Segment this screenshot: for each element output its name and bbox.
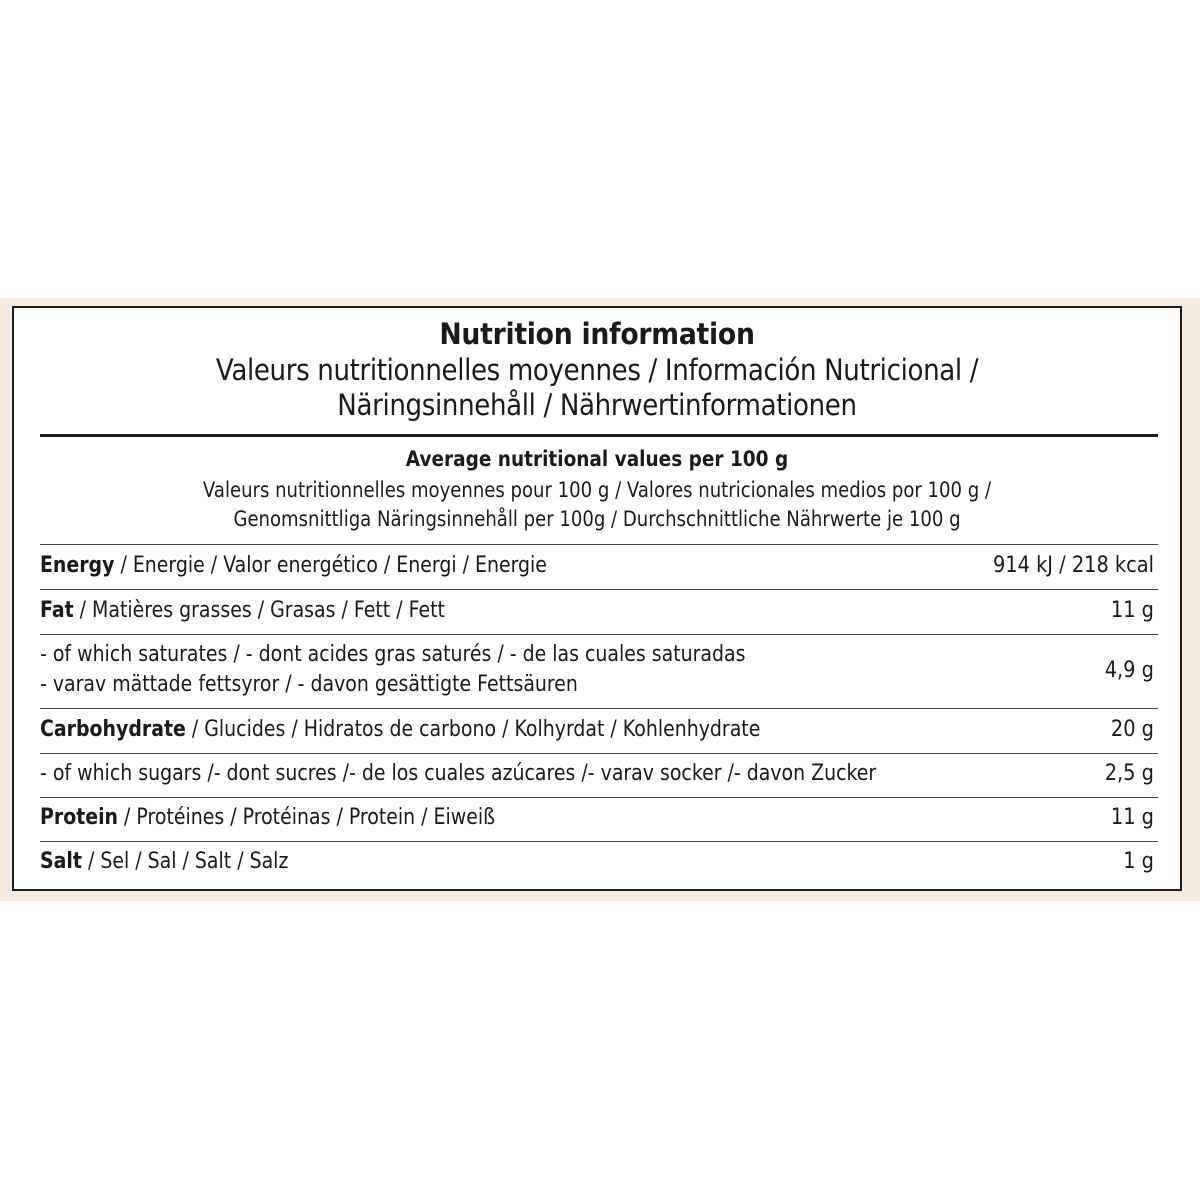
row-divider	[40, 797, 1158, 798]
row-divider	[40, 634, 1158, 635]
table-title-translations-1: Valeurs nutritionnelles moyennes / Información Nutricional /	[215, 353, 979, 387]
carbohydrate-value: 20 g	[1110, 717, 1154, 742]
fat-value: 11 g	[1110, 598, 1154, 623]
nutrition-table	[12, 306, 1182, 891]
table-title: Nutrition information	[439, 317, 755, 351]
per-100g-translations-2: Genomsnittliga Näringsinnehåll per 100g / Durchschnittliche Nährwerte je 100 g	[233, 507, 961, 531]
salt-value: 1 g	[1123, 849, 1154, 874]
fat-label: Fat / Matières grasses / Grasas / Fett / Fett	[40, 598, 445, 623]
protein-value: 11 g	[1110, 805, 1154, 830]
saturates-label-line1: - of which saturates / - dont acides gras saturés / - de las cuales saturadas	[40, 642, 746, 667]
table-header	[14, 308, 1180, 436]
table-title-translations-2: Näringsinnehåll / Nährwertinformationen	[337, 388, 857, 422]
saturates-value: 4,9 g	[1104, 658, 1154, 683]
energy-label: Energy / Energie / Valor energético / Energi / Energie	[40, 553, 547, 578]
carbohydrate-label: Carbohydrate / Glucides / Hidratos de carbono / Kolhyrdat / Kohlenhydrate	[40, 717, 761, 742]
per-100g-heading: Average nutritional values per 100 g	[405, 447, 789, 471]
sugars-label: - of which sugars /- dont sucres /- de los cuales azúcares /- varav socker /- davon Zucker	[40, 761, 877, 786]
per-100g-translations-1: Valeurs nutritionnelles moyennes pour 100 g / Valores nutricionales medios por 100 g /	[202, 478, 992, 502]
header-divider	[40, 434, 1158, 437]
row-divider	[40, 589, 1158, 590]
row-divider	[40, 544, 1158, 545]
energy-value: 914 kJ / 218 kcal	[992, 553, 1154, 578]
row-divider	[40, 753, 1158, 754]
row-divider	[40, 708, 1158, 709]
saturates-label-line2: - varav mättade fettsyror / - davon gesättigte Fettsäuren	[40, 672, 578, 697]
row-divider	[40, 841, 1158, 842]
protein-label: Protein / Protéines / Protéinas / Protein / Eiweiß	[40, 805, 496, 830]
salt-label: Salt / Sel / Sal / Salt / Salz	[40, 849, 289, 874]
sugars-value: 2,5 g	[1104, 761, 1154, 786]
